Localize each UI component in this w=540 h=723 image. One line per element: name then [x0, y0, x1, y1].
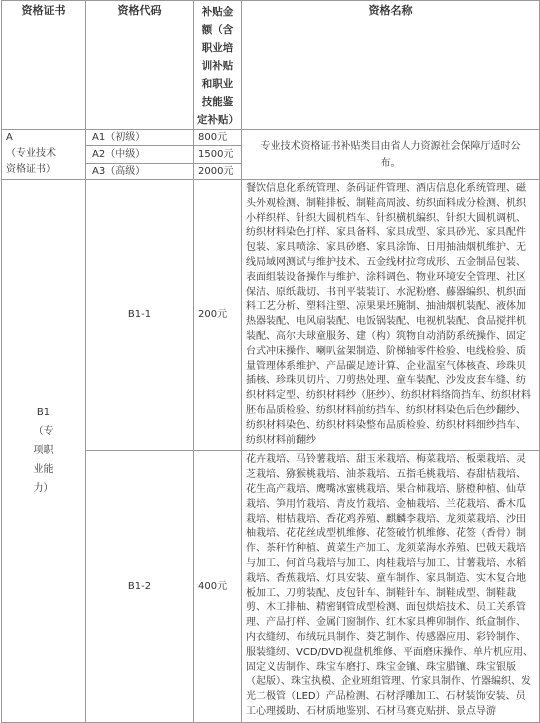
subsidy-cell: 800元 [194, 130, 242, 146]
subsidy-cell: 1500元 [194, 146, 242, 164]
table-row [2, 130, 540, 146]
group-b-cert-line: 业能 [33, 464, 54, 476]
code-cell: B1-2 [86, 451, 194, 722]
group-a-cert-line: A [6, 132, 13, 143]
group-b-cert-line: （专 [33, 426, 54, 438]
group-a-cert-line: 资格证书） [6, 164, 56, 175]
group-b-cert-line: 项职 [33, 445, 54, 457]
code-cell: A3（高级） [86, 164, 194, 180]
header-cert: 资格证书 [2, 1, 86, 130]
group-b-cert [2, 180, 86, 723]
table-row [2, 180, 540, 451]
subsidy-table [1, 0, 540, 723]
group-a-note: 专业技术资格证书补贴类目由省人力资源社会保障厅适时公布。 [242, 130, 540, 180]
group-a-cert [2, 130, 86, 180]
group-a-cert-line: （专业技术 [6, 148, 56, 159]
header-row [2, 1, 540, 130]
code-cell: A1（初级） [86, 130, 194, 146]
header-code: 资格代码 [86, 1, 194, 130]
group-b-cert-line: B1 [36, 407, 51, 419]
subsidy-cell: 200元 [194, 180, 242, 451]
code-cell: A2（中级） [86, 146, 194, 164]
code-cell: B1-1 [86, 180, 194, 451]
group-b-cert-line: 力） [33, 483, 54, 495]
subsidy-cell: 400元 [194, 451, 242, 722]
subsidy-cell: 2000元 [194, 164, 242, 180]
header-name: 资格名称 [242, 1, 540, 130]
qualification-names: 花卉栽培、马铃薯栽培、甜玉米栽培、梅菜栽培、板栗栽培、灵芝栽培、猕猴桃栽培、油茶栽培、五指毛桃栽培、春甜桔栽培、花生高产栽培、鹰嘴冰蜜桃栽培、果合柿栽培、脐橙种植、仙草栽培、笋用竹栽培、青皮竹栽培、金柚栽培、兰花栽培、番木瓜栽培、柑桔栽培、香花鸡养殖、麒麟李栽培、龙须菜栽培、沙田柚栽培、花花丝成型机维修、花签破竹机维修、花签（香骨）制作、茶秆竹种植、黄菜生产加工、龙须菜海水养殖、巴戟天栽培与加工、何首乌栽培与加工、肉桂栽培与加工、甘薯栽培、水稻栽培、香蕉栽培、灯具安装、童车制作、家具制造、实木复合地板加工、刀剪装配、皮包针车、制鞋针车、制鞋成型、制鞋裁剪、木工排柚、精密钢管成型检测、面包烘焙技术、员工关系管理、产品打样、金属门窗制作、红木家具榫卯制作、纸盒制作、内衣缝纫、布绒玩具制作、葵艺制作、传感器应用、彩铃制作、服装缝纫、VCD/DVD视盘机维修、平面磨床操作、单片机应用、固定义齿制作、珠宝车磨打、珠宝金镶、珠宝腊镶、珠宝银版（起版）、珠宝执模、企业班组管理、竹家具制作、竹器编织、发光二极管（LED）产品检测、石材浮雕加工、石材装饰安装、员工心理援助、石材质地鉴别、石材马赛克贴拼、景点导游 [242, 451, 540, 722]
header-subsidy: 补贴金额（含职业培训补贴和职业技能鉴定补贴） [194, 1, 242, 130]
qualification-names: 餐饮信息化系统管理、条码证件管理、酒店信息化系统管理、磁头外观检测、制鞋排板、制鞋高周波、纺织面料成分检测、机织小样织样、针织大圆机档车、针织横机编织、针织大圆机调机、纺织材料染色打样、家具备料、家具成型、家具砂光、家具配件包装、家具喷涂、家具砂磨、家具涂饰、日用抽油烟机维护、无线局域网测试与维护技术、五金线材拉弯成形、五金制品包装、表面组装设备操作与维护、涂料调色、物业环境安全管理、社区保洁、原纸裁切、书刊平装装订、水泥粉磨、藤器编织、机织面料工艺分析、塑料注塑、凉果果坯腌制、抽油烟机装配、液体加热器装配、电风扇装配、电饭锅装配、电视机装配、食品搅拌机装配、高尔夫球童服务、建（构）筑物自动消防系统操作、固定台式冲床操作、喇叭盆架制造、阶梯轴零件检验、电线检验、质量管理体系维护、产品碳足迹计算、企业温室气体核查、珍珠贝插核、珍珠贝切片、刀剪热处理、童车装配、沙发皮套车缝、纺织材料定型、纺织材料纱（胚纱）、纺织材料络筒挡车、纺织材料胚布品质检验、纺织材料前纺挡车、纺织材料染色后色纱翻纱、纺织材料染色、纺织材料染整布品质检验、纺织材料细纱挡车、纺织材料前翻纱 [242, 180, 540, 451]
